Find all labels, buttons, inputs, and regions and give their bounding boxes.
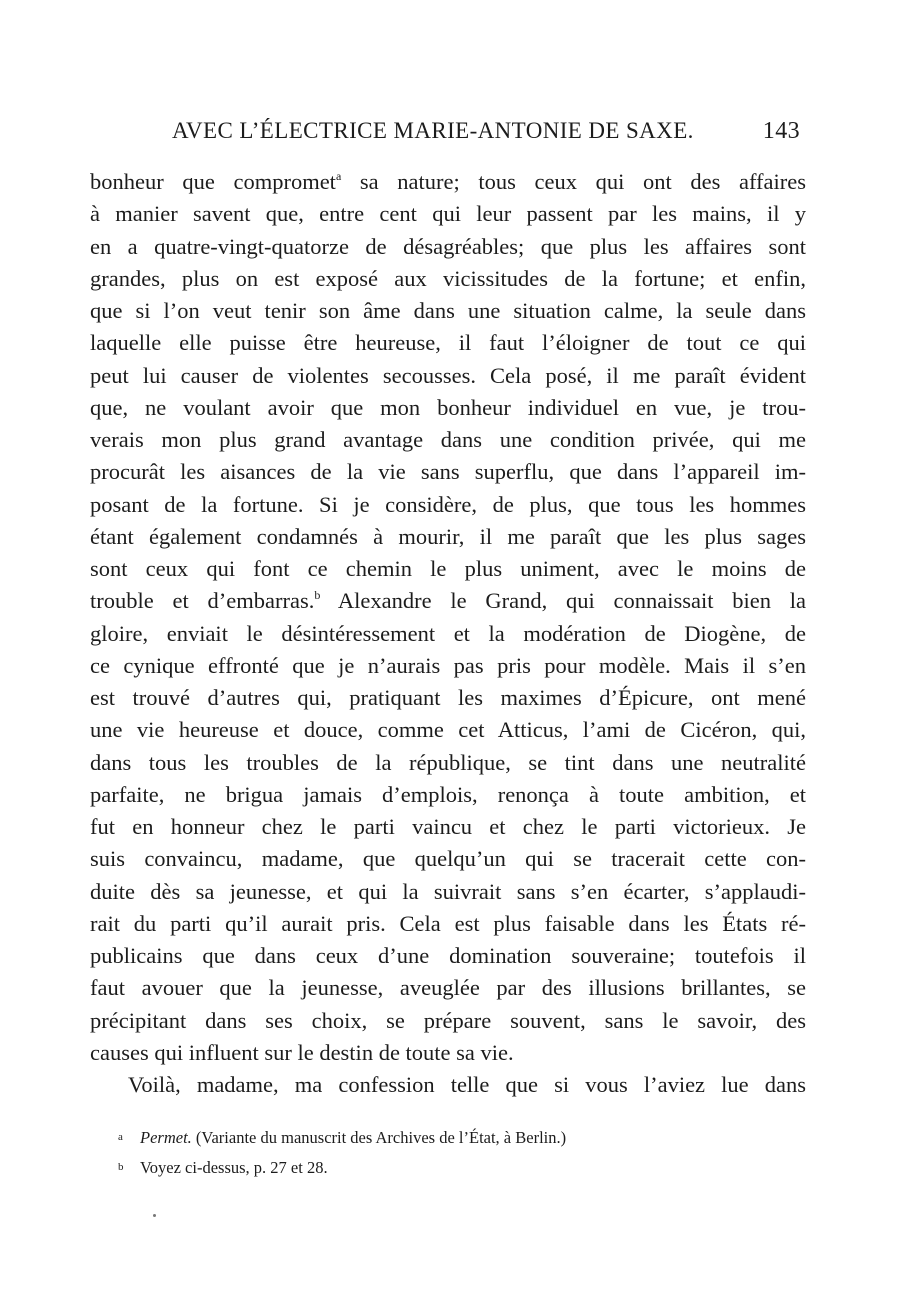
- text-line: étant également condamnés à mourir, il me paraît que les plus sages: [90, 523, 806, 549]
- footnote-b: [118, 1152, 678, 1182]
- text-line: publicains que dans ceux d’une domination souveraine; toutefois il: [90, 943, 806, 968]
- text-line: verais mon plus grand avantage dans une condition privée, qui me: [90, 427, 806, 452]
- text-line: faut avouer que la jeunesse, aveuglée par des illusions brillantes, se: [90, 975, 806, 1001]
- footnote-italic-word: Permet.: [140, 1128, 192, 1147]
- text-line: suis convaincu, madame, que quelqu’un qui se tracerait cette con-: [90, 846, 806, 872]
- text-line: [90, 166, 806, 198]
- text-line: Voilà, madame, ma confession telle que si vous l’aviez lue dans: [128, 1072, 806, 1097]
- footnote-text: (Variante du manuscrit des Archives de l’État, à Berlin.): [191, 1128, 567, 1147]
- text-line: ce cynique effronté que je n’aurais pas pris pour modèle. Mais il s’en: [90, 652, 806, 678]
- text-line: précipitant dans ses choix, se prépare souvent, sans le savoir, des: [90, 1007, 806, 1033]
- text-line: [90, 585, 806, 617]
- text-line: rait du parti qu’il aurait pris. Cela est plus faisable dans les États ré-: [90, 910, 806, 936]
- text-line: peut lui causer de violentes secousses. Cela posé, il me paraît évident: [90, 362, 806, 388]
- text-line: duite dès sa jeunesse, et qui la suivrait sans s’en écarter, s’applaudi-: [90, 878, 806, 904]
- footnote-reference-b: b: [314, 588, 321, 603]
- body-text: [90, 166, 806, 1101]
- text-line: grandes, plus on est exposé aux vicissitudes de la fortune; et enfin,: [90, 265, 806, 291]
- paper-speck: [153, 1214, 156, 1217]
- footnote-a: [118, 1122, 678, 1152]
- text-line: gloire, enviait le désintéressement et la modération de Diogène, de: [90, 620, 806, 646]
- text-line: que si l’on veut tenir son âme dans une situation calme, la seule dans: [90, 298, 806, 323]
- footnote-mark: b: [118, 1161, 124, 1173]
- footnote-mark: a: [118, 1131, 123, 1143]
- text-line: fut en honneur chez le parti vaincu et chez le parti victorieux. Je: [90, 814, 806, 839]
- text-line: posant de la fortune. Si je considère, de plus, que tous les hommes: [90, 491, 806, 517]
- text-line: sont ceux qui font ce chemin le plus uniment, avec le moins de: [90, 556, 806, 581]
- text-line: laquelle elle puisse être heureuse, il faut l’éloigner de tout ce qui: [90, 330, 806, 356]
- running-head-title: AVEC L’ÉLECTRICE MARIE-ANTONIE DE SAXE.: [172, 118, 694, 143]
- text-line: causes qui influent sur le destin de toute sa vie.: [90, 1039, 514, 1065]
- running-head: [172, 118, 800, 154]
- text-fragment: sa nature; tous ceux qui ont des affaires: [341, 169, 806, 194]
- text-line: procurât les aisances de la vie sans superflu, que dans l’appareil im-: [90, 459, 806, 485]
- text-line: que, ne voulant avoir que mon bonheur individuel en vue, je trou-: [90, 394, 806, 420]
- text-fragment: trouble et d’embarras.: [90, 588, 315, 614]
- footnote-text: Voyez ci-dessus, p. 27 et 28.: [140, 1158, 328, 1177]
- text-line: parfaite, ne brigua jamais d’emplois, renonça à toute ambition, et: [90, 781, 806, 807]
- text-fragment: bonheur que compromet: [90, 169, 336, 194]
- text-line: une vie heureuse et douce, comme cet Atticus, l’ami de Cicéron, qui,: [90, 717, 806, 743]
- text-fragment: Alexandre le Grand, qui connaissait bien la: [320, 588, 806, 614]
- text-line: à manier savent que, entre cent qui leur passent par les mains, il y: [90, 201, 806, 227]
- text-line: est trouvé d’autres qui, pratiquant les maximes d’Épicure, ont mené: [90, 685, 806, 710]
- footnotes: [118, 1122, 678, 1182]
- page-number: 143: [762, 118, 800, 144]
- text-line: dans tous les troubles de la république, se tint dans une neutralité: [90, 749, 806, 775]
- footnote-reference-a: a: [335, 169, 342, 183]
- text-line: en a quatre-vingt-quatorze de désagréables; que plus les affaires sont: [90, 233, 806, 259]
